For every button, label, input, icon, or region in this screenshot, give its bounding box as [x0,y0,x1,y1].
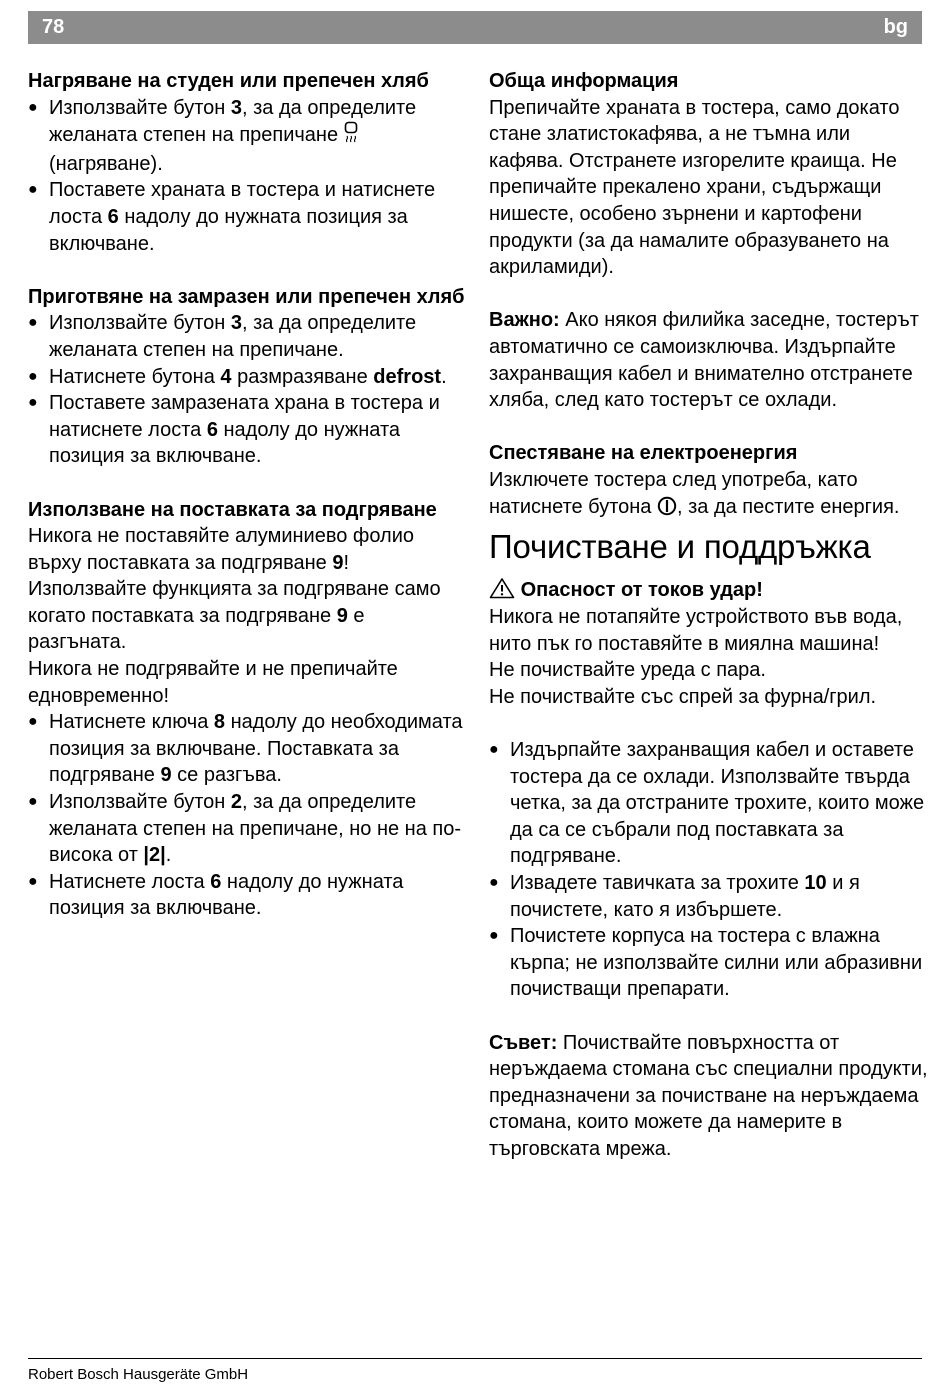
warming-rack-steps [28,709,468,922]
paragraph: Никога не потапяйте устройството във вода, нито пък го поставяйте в миялна машина! [489,606,903,655]
paragraph: Никога не поставяйте алуминиево фолио върху поставката за подгряване 9! [28,525,415,574]
list-item: ● Извадете тавичката за трохите 10 и я почистете, като я избършете. [489,870,929,923]
list-item: ● Почистете корпуса на тостера с влажна кърпа; не използвайте силни или абразивни почистващи препарати. [489,923,929,1003]
warning-triangle-icon [489,577,515,605]
section-title-energy-saving: Спестяване на електроенергия [489,442,798,465]
list-item: ● Натиснете ключа 8 надолу до необходимата позиция за включване. Поставката за подгряване 9 се разгъва. [28,709,468,789]
section-title-warming: Нагряване на студен или препечен хляб [28,70,429,92]
list-item: ● Натиснете лоста 6 надолу до нужната позиция за включване. [28,869,468,922]
page-number: 78 [42,16,65,38]
section-title-frozen: Приготвяне на замразен или препечен хляб [28,285,465,308]
footer-company: Robert Bosch Hausgeräte GmbH [28,1366,249,1383]
list-item: ● Натиснете бутона 4 размразяване defrost. [28,364,468,391]
list-item: ● Поставете замразената храна в тостера и натиснете лоста 6 надолу до нужната позиция за включване. [28,390,468,470]
right-column [489,68,929,1163]
section-heading-cleaning: Почистване и поддръжка [489,527,871,565]
important-note: Важно: Ако някоя филийка заседне, тостерът автоматично се самоизключва. Издърпайте захранващия кабел и внимателно отстранете хляба, след като тостерът се охлади. [489,309,919,412]
warning-line: Опасност от токов удар! [489,577,929,605]
paragraph: Използвайте функцията за подгряване само когато поставката за подгряване 9 е разгъната. [28,578,441,654]
footer-divider [28,1358,922,1359]
list-item: ● Издърпайте захранващия кабел и оставете тостера да се охлади. Използвайте твърда четка, за да отстраните трохите, които може да са се събрали под поставката за подгряване. [489,737,929,870]
list-item: ● Поставете храната в тостера и натиснете лоста 6 надолу до нужната позиция за включване. [28,177,468,257]
paragraph: Изключете тостера след употреба, като натиснете бутона , за да пестите енергия. [489,467,929,521]
paragraph: Не почиствайте уреда с пара. [489,659,766,682]
section-title-general-info: Обща информация [489,70,679,92]
paragraph: Никога не подгрявайте и не препичайте едновременно! [28,658,398,707]
list-item: ● Използвайте бутон 3, за да определите желаната степен на препичане. [28,310,468,363]
list-item: ● Използвайте бутон 2, за да определите желаната степен на препичане, но не на по-висока от |2|. [28,789,468,869]
frozen-steps [28,310,468,470]
language-code: bg [883,16,908,38]
power-button-icon [657,494,677,521]
paragraph: Не почиствайте със спрей за фурна/грил. [489,685,877,708]
section-title-warming-rack: Използване на поставката за подгряване [28,498,437,521]
toast-warming-icon [344,121,358,151]
warming-steps [28,95,468,258]
left-column [28,68,468,922]
page-header-bar [28,11,922,44]
list-item: ● Използвайте бутон 3, за да определите желаната степен на препичане (нагряване). [28,95,468,178]
cleaning-steps [489,737,929,1003]
tip-note: Съвет: Почиствайте повърхността от неръждаема стомана със специални продукти, предназначени за почистване на неръждаема стомана, които можете да намерите в търговската мрежа. [489,1031,928,1160]
paragraph: Препичайте храната в тостера, само докато стане златистокафява, а не тъмна или кафява. Отстранете изгорелите краища. Не препичайте прекалено храни, съдържащи нишесте, особено зърнени и картофени продукти (за да намалите образуването на акриламиди). [489,96,900,279]
